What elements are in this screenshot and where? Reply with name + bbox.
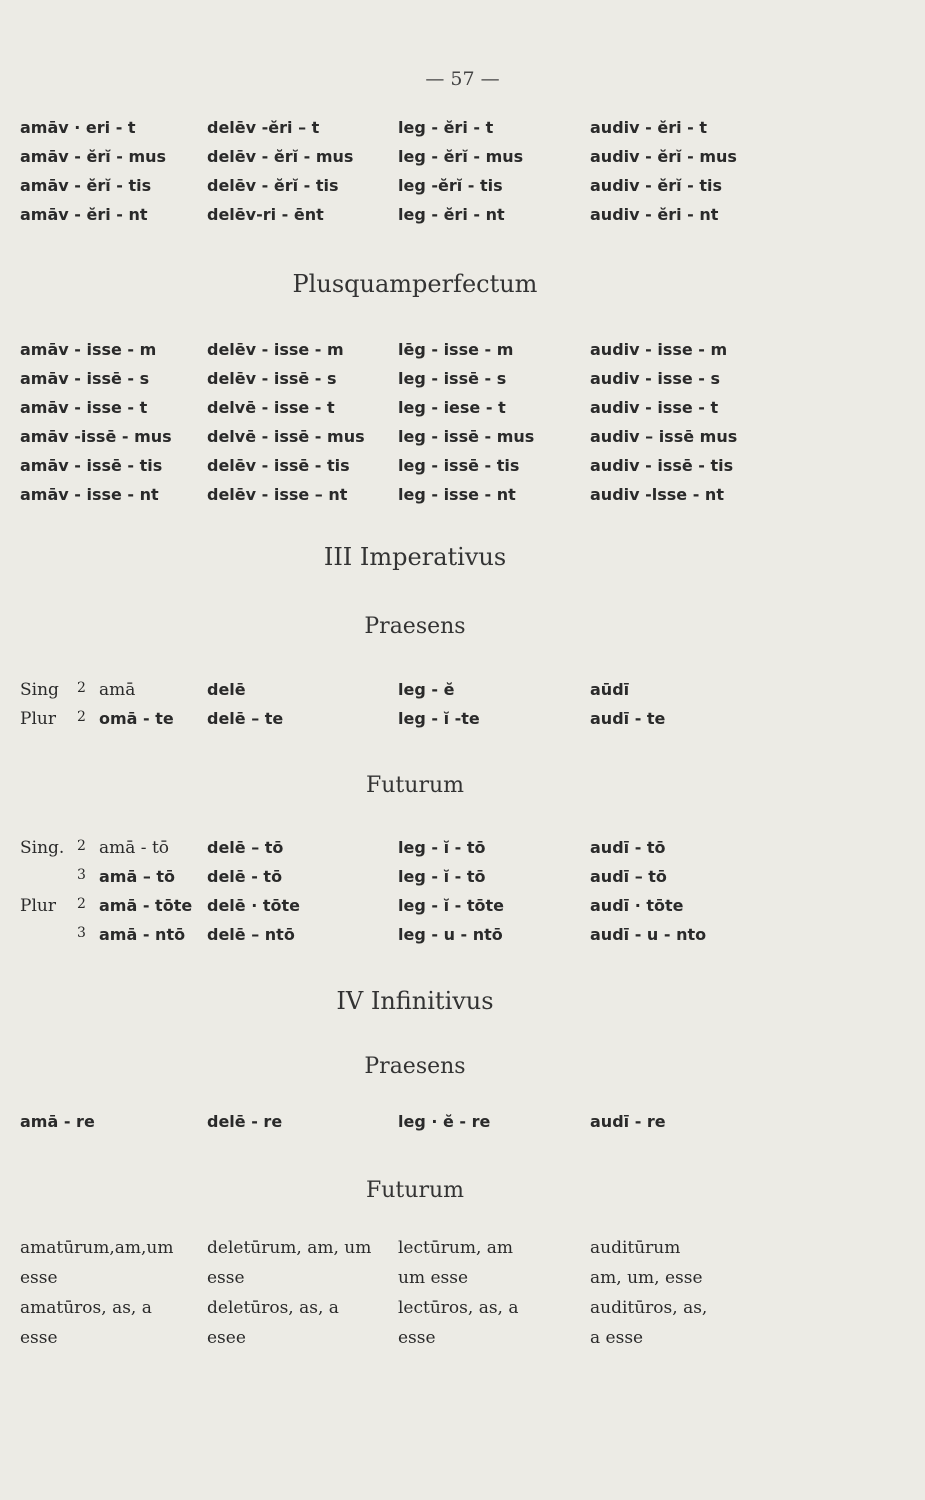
conjugation-form: leg - ĕri - nt [398, 205, 505, 224]
conjugation-form: delēv - ĕrĭ - tis [207, 176, 339, 195]
conjugation-form: audī – tō [590, 867, 667, 886]
conjugation-form: audī · tōte [590, 896, 684, 915]
conjugation-form: leg - ĕrĭ - mus [398, 147, 524, 166]
conjugation-form: um esse [398, 1268, 469, 1288]
conjugation-form: leg - ĕ [398, 680, 455, 699]
conjugation-form: leg - ĭ -te [398, 709, 480, 728]
number-label: Sing [20, 680, 59, 700]
conjugation-form: lectūros, as, a [398, 1298, 519, 1318]
conjugation-form: amāv · eri - t [20, 118, 136, 137]
heading-praesens: Praesens [364, 614, 466, 639]
conjugation-form: amā - tōte [99, 896, 193, 915]
conjugation-form: audiv - isse - t [590, 398, 719, 417]
conjugation-form: audī - re [590, 1112, 666, 1131]
number-label: Sing. [20, 838, 65, 858]
conjugation-form: leg - ĭ - tō [398, 838, 486, 857]
conjugation-form: leg - issē - mus [398, 427, 535, 446]
conjugation-form: delēv-ri - ēnt [207, 205, 324, 224]
table-row [0, 1268, 925, 1296]
person-number: 3 [77, 867, 86, 883]
conjugation-form: delēv - ĕrĭ - mus [207, 147, 354, 166]
conjugation-form: amāv - isse - m [20, 340, 157, 359]
conjugation-form: amā – tō [99, 867, 176, 886]
conjugation-form: esse [20, 1268, 58, 1288]
heading-infinitivus: IV Infinitivus [336, 987, 494, 1015]
conjugation-form: aūdī [590, 680, 630, 699]
conjugation-form: delēv - isse - m [207, 340, 344, 359]
conjugation-form: delēv - isse – nt [207, 485, 348, 504]
person-number: 2 [77, 680, 86, 696]
conjugation-form: delē – ntō [207, 925, 295, 944]
conjugation-form: a esse [590, 1328, 644, 1348]
conjugation-form: amāv -issē - mus [20, 427, 172, 446]
table-row [0, 925, 925, 953]
conjugation-form: audiv -lsse - nt [590, 485, 724, 504]
conjugation-form: delēv - issē - s [207, 369, 337, 388]
conjugation-form: delē [207, 680, 246, 699]
heading-praesens-infinitive: Praesens [364, 1054, 466, 1079]
conjugation-form: delēv - issē - tis [207, 456, 350, 475]
table-row [0, 118, 925, 146]
conjugation-form: audiv - issē - tis [590, 456, 734, 475]
conjugation-form: leg - issē - tis [398, 456, 520, 475]
conjugation-form: amā - tō [99, 838, 170, 858]
table-row [0, 205, 925, 233]
conjugation-form: audiv - isse - m [590, 340, 728, 359]
table-row [0, 896, 925, 924]
number-label: Plur [20, 709, 56, 729]
conjugation-form: audiv - ĕrĭ - mus [590, 147, 737, 166]
conjugation-form: amāv - ĕri - nt [20, 205, 148, 224]
conjugation-form: leg - issē - s [398, 369, 507, 388]
table-row [0, 176, 925, 204]
conjugation-form: leg - isse - nt [398, 485, 516, 504]
conjugation-form: audiv - ĕri - t [590, 118, 707, 137]
table-row [0, 680, 925, 708]
conjugation-form: leg - u - ntō [398, 925, 503, 944]
conjugation-form: leg - ĕri - t [398, 118, 494, 137]
conjugation-form: leg - ĭ - tōte [398, 896, 504, 915]
table-row [0, 340, 925, 368]
table-row [0, 1298, 925, 1326]
table-row [0, 369, 925, 397]
table-row [0, 485, 925, 513]
conjugation-form: am, um, esse [590, 1268, 703, 1288]
heading-futurum: Futurum [366, 773, 464, 798]
page-number: — 57 — [425, 68, 500, 90]
heading-futurum-infinitive: Futurum [366, 1178, 464, 1203]
table-row [0, 838, 925, 866]
conjugation-form: auditūrum [590, 1238, 681, 1258]
conjugation-form: audiv - isse - s [590, 369, 721, 388]
conjugation-form: audiv – issē mus [590, 427, 738, 446]
conjugation-form: delē – tō [207, 838, 284, 857]
conjugation-form: leg - iese - t [398, 398, 506, 417]
table-row [0, 398, 925, 426]
conjugation-form: amāv - isse - nt [20, 485, 159, 504]
conjugation-form: delēv -ĕri – t [207, 118, 320, 137]
conjugation-form: lectūrum, am [398, 1238, 514, 1258]
table-row [0, 709, 925, 737]
conjugation-form: leg · ĕ - re [398, 1112, 491, 1131]
conjugation-form: amāv - ĕrĭ - mus [20, 147, 167, 166]
conjugation-form: lēg - isse - m [398, 340, 514, 359]
conjugation-form: delvē - issē - mus [207, 427, 365, 446]
conjugation-form: audī - tō [590, 838, 666, 857]
person-number: 2 [77, 709, 86, 725]
heading-plusquamperfectum: Plusquamperfectum [292, 270, 538, 298]
table-row [0, 427, 925, 455]
conjugation-form: delvē - isse - t [207, 398, 335, 417]
heading-imperativus: III Imperativus [323, 543, 507, 571]
conjugation-form: esse [20, 1328, 58, 1348]
conjugation-form: amā - ntō [99, 925, 186, 944]
conjugation-form: amāv - isse - t [20, 398, 148, 417]
conjugation-form: deletūrum, am, um [207, 1238, 372, 1258]
table-row [0, 867, 925, 895]
table-row [0, 147, 925, 175]
conjugation-form: delē – te [207, 709, 284, 728]
table-row [0, 1328, 925, 1356]
conjugation-form: amatūrum,am,um [20, 1238, 174, 1258]
conjugation-form: esse [207, 1268, 245, 1288]
conjugation-form: esse [398, 1328, 436, 1348]
conjugation-form: omā - te [99, 709, 174, 728]
conjugation-form: delē - re [207, 1112, 283, 1131]
table-row [0, 1238, 925, 1266]
conjugation-form: amā [99, 680, 136, 700]
table-row [0, 456, 925, 484]
number-label: Plur [20, 896, 56, 916]
conjugation-form: audiv - ĕri - nt [590, 205, 719, 224]
table-row [0, 1112, 925, 1140]
conjugation-form: deletūros, as, a [207, 1298, 339, 1318]
conjugation-form: leg - ĭ - tō [398, 867, 486, 886]
conjugation-form: amāv - issē - s [20, 369, 150, 388]
conjugation-form: amāv - issē - tis [20, 456, 163, 475]
conjugation-form: esee [207, 1328, 246, 1348]
conjugation-form: auditūros, as, [590, 1298, 708, 1318]
person-number: 2 [77, 838, 86, 854]
conjugation-form: delē - tō [207, 867, 283, 886]
conjugation-form: amāv - ĕrĭ - tis [20, 176, 152, 195]
person-number: 3 [77, 925, 86, 941]
conjugation-form: amā - re [20, 1112, 95, 1131]
conjugation-form: delē · tōte [207, 896, 300, 915]
conjugation-form: leg -ĕrĭ - tis [398, 176, 503, 195]
person-number: 2 [77, 896, 86, 912]
conjugation-form: amatūros, as, a [20, 1298, 152, 1318]
conjugation-form: audī - te [590, 709, 666, 728]
conjugation-form: audiv - ĕrĭ - tis [590, 176, 722, 195]
conjugation-form: audī - u - nto [590, 925, 707, 944]
